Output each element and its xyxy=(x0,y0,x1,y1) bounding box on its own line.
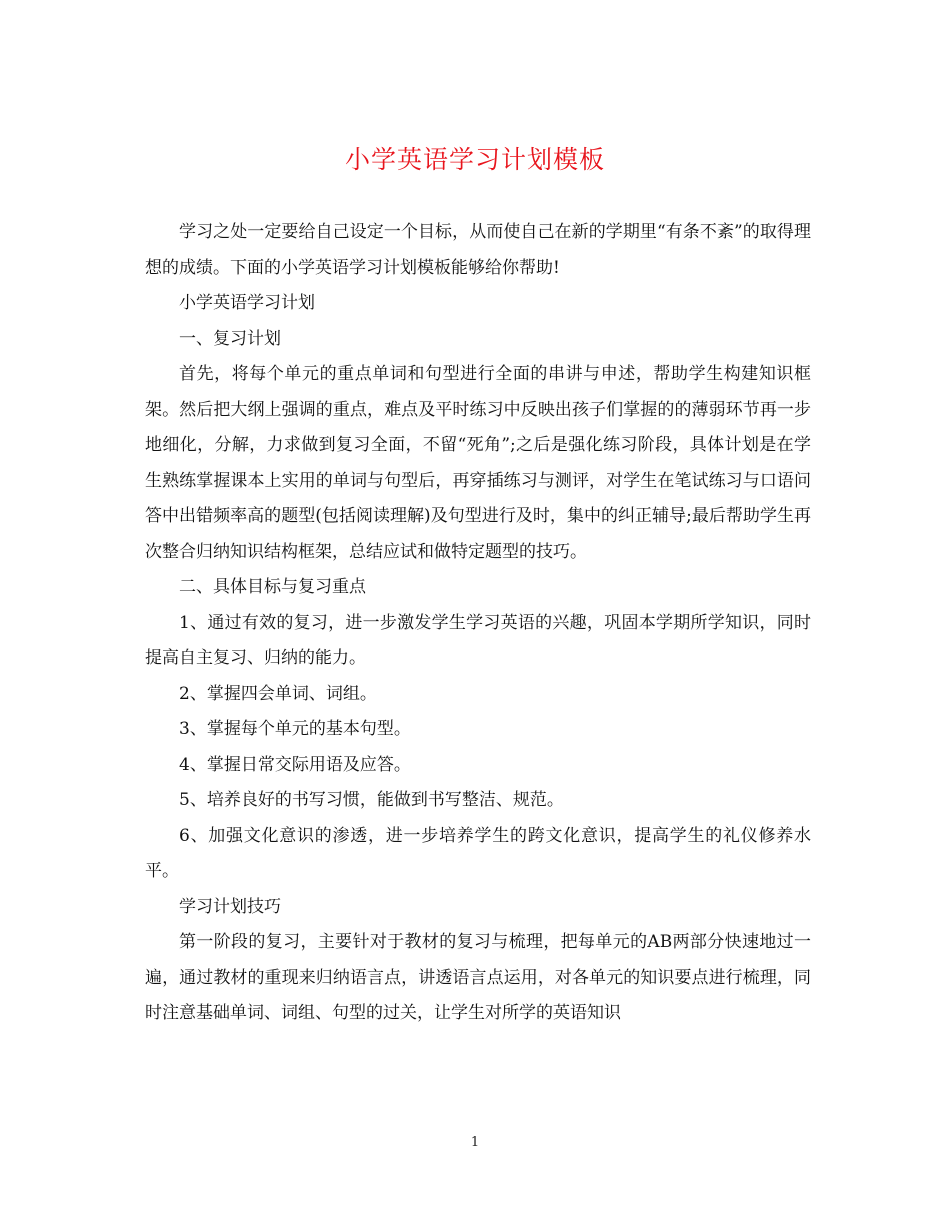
paragraph-review-plan: 首先，将每个单元的重点单词和句型进行全面的串讲与申述，帮助学生构建知识框架。然后把大纲上强调的重点，难点及平时练习中反映出孩子们掌握的的薄弱环节再一步地细化，分解，力求做到复习全面，不留“死角”;之后是强化练习阶段，具体计划是在学生熟练掌握课本上实用的单词与句型后，再穿插练习与测评，对学生在笔试练习与口语问答中出错频率高的题型(包括阅读理解)及句型进行及时，集中的纠正辅导;最后帮助学生再次整合归纳知识结构框架，总结应试和做特定题型的技巧。 xyxy=(145,364,811,562)
paragraph-intro: 学习之处一定要给自己设定一个目标，从而使自己在新的学期里“有条不紊”的取得理想的成绩。下面的小学英语学习计划模板能够给你帮助! xyxy=(145,222,811,278)
document-title: 小学英语学习计划模板 xyxy=(344,145,605,174)
section-heading-review-plan: 一、复习计划 xyxy=(179,328,281,349)
goal-item-4: 4、掌握日常交际用语及应答。 xyxy=(179,754,411,775)
paragraph-first-stage: 第一阶段的复习，主要针对于教材的复习与梳理，把每单元的AB两部分快速地过一遍，通过教材的重现来归纳语言点，讲透语言点运用，对各单元的知识要点进行梳理，同时注意基础单词、词组、句型的过关，让学生对所学的英语知识 xyxy=(145,932,811,1023)
goal-item-2: 2、掌握四会单词、词组。 xyxy=(179,683,377,704)
document-body xyxy=(145,215,811,1032)
goal-item-5: 5、培养良好的书写习惯，能做到书写整洁、规范。 xyxy=(179,790,564,810)
goal-item-1: 1、通过有效的复习，进一步激发学生学习英语的兴趣，巩固本学期所学知识，同时提高自主复习、归纳的能力。 xyxy=(145,612,811,668)
section-heading-tips: 学习计划技巧 xyxy=(179,896,281,917)
section-heading-plan: 小学英语学习计划 xyxy=(179,293,315,313)
goal-item-6: 6、加强文化意识的渗透，进一步培养学生的跨文化意识，提高学生的礼仪修养水平。 xyxy=(145,825,811,881)
section-heading-goals: 二、具体目标与复习重点 xyxy=(179,577,366,597)
page-number: 1 xyxy=(470,1135,480,1150)
goal-item-3: 3、掌握每个单元的基本句型。 xyxy=(179,719,411,739)
